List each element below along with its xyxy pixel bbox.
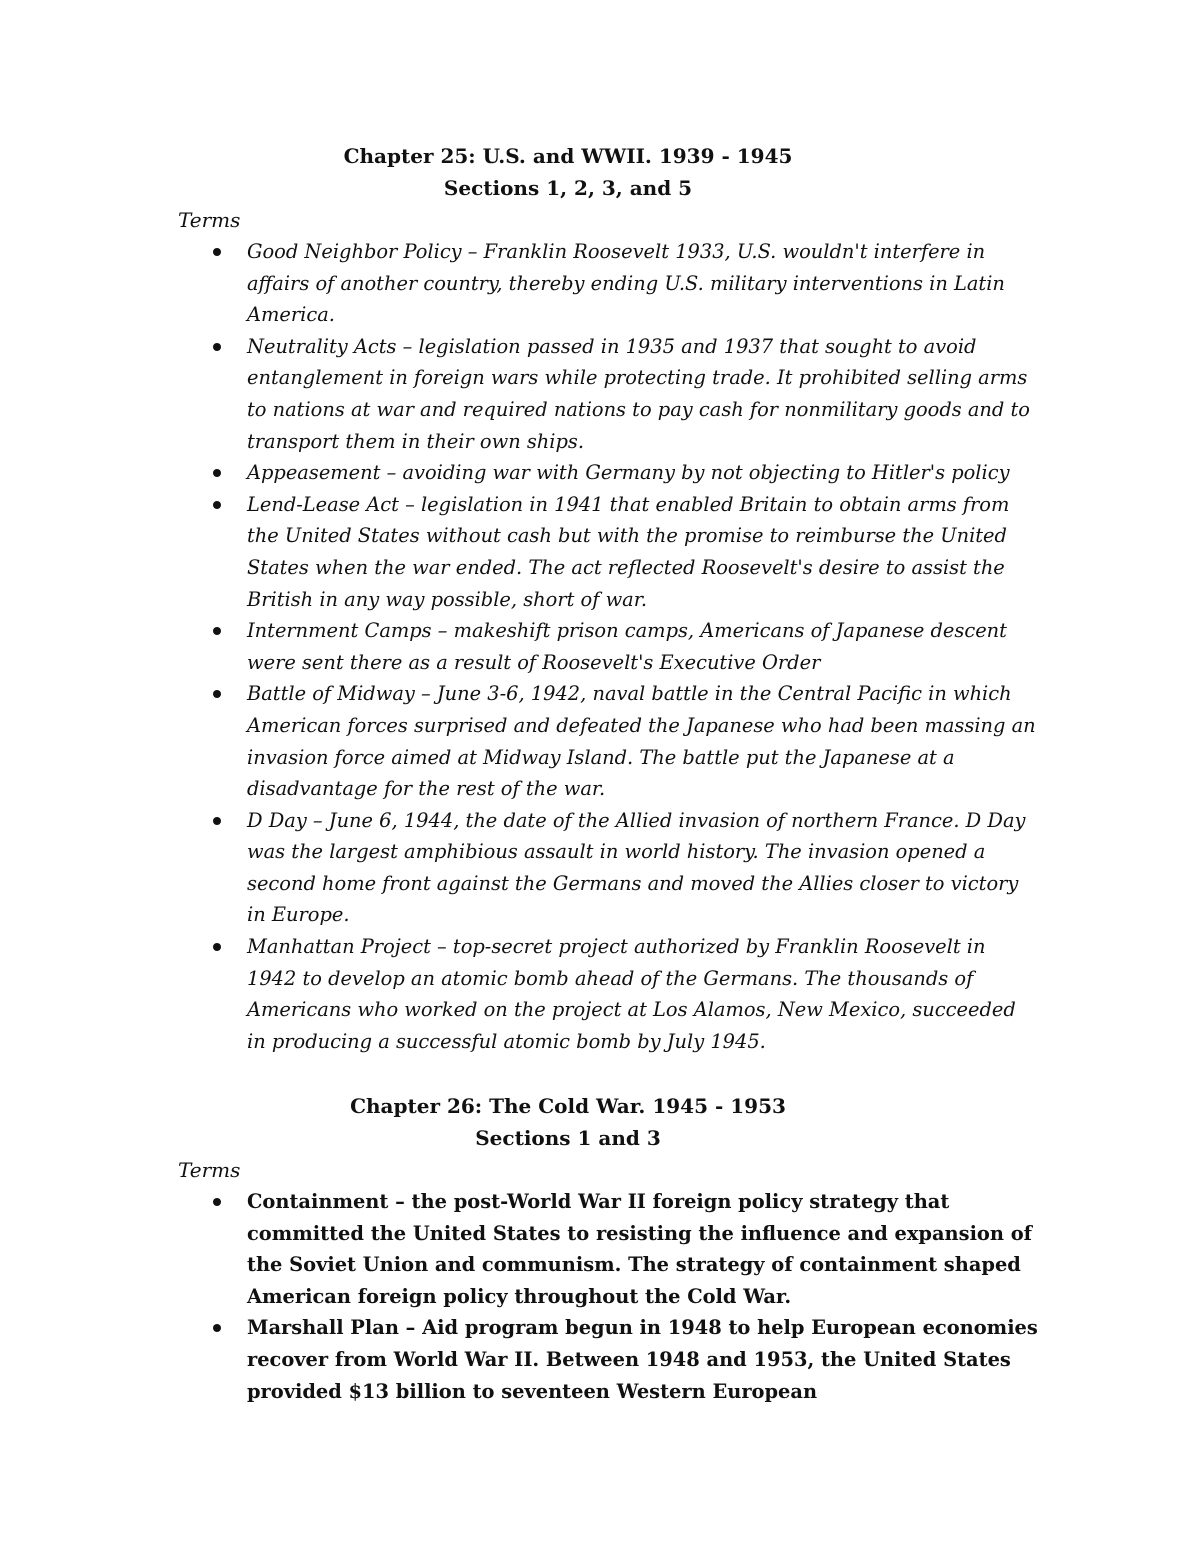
term-text: D Day – June 6, 1944, the date of the Allied invasion of northern France. D Day was the largest amphibious assault in world history. The invasion opened a second home front against the Germans and moved the Allies closer to victory in Europe. [247, 808, 1026, 927]
terms-label: Terms [178, 1158, 241, 1182]
chapter-title: Chapter 26: The Cold War. 1945 - 1953 [350, 1094, 786, 1118]
list-item [178, 805, 1038, 931]
term-text: Internment Camps – makeshift prison camps, Americans of Japanese descent were sent there as a result of Roosevelt's Executive Order [247, 619, 1007, 674]
term-text: Manhattan Project – top-secret project authorized by Franklin Roosevelt in 1942 to develop an atomic bomb ahead of the Germans. The thousands of Americans who worked on the project at Los Alamos, New Mexico, succeeded in producing a successful atomic bomb by July 1945. [247, 935, 1016, 1053]
term-text: Neutrality Acts – legislation passed in 1935 and 1937 that sought to avoid entanglement in foreign wars while protecting trade. It prohibited selling arms to nations at war and required nations to pay cash for nonmilitary goods and to transport them in their own ships. [247, 334, 1030, 453]
terms-label: Terms [178, 208, 241, 232]
chapter-title: Chapter 25: U.S. and WWII. 1939 - 1945 [343, 144, 793, 168]
bullet-icon [213, 943, 221, 951]
list-item [178, 489, 1038, 615]
term-text: Containment – the post-World War II foreign policy strategy that committed the United States to resisting the influence and expansion of the Soviet Union and communism. The strategy of containment shaped American foreign policy throughout the Cold War. [247, 1190, 1032, 1308]
term-list [178, 1186, 1038, 1407]
chapter-26-section [178, 1090, 1038, 1407]
term-text: Battle of Midway – June 3-6, 1942, naval battle in the Central Pacific in which American forces surprised and defeated the Japanese who had been massing an invasion force aimed at Midway Island. The battle put the Japanese at a disadvantage for the rest of the war. [247, 682, 1036, 801]
chapter-25-section [178, 140, 1038, 1057]
term-list [178, 236, 1038, 1057]
bullet-icon [213, 469, 221, 477]
term-text: Good Neighbor Policy – Franklin Roosevelt 1933, U.S. wouldn't interfere in affairs of another country, thereby ending U.S. military interventions in Latin America. [247, 240, 1005, 327]
list-item [178, 1312, 1038, 1407]
bullet-icon [213, 627, 221, 635]
list-item [178, 1186, 1038, 1312]
term-text: Appeasement – avoiding war with Germany by not objecting to Hitler's policy [247, 461, 1010, 485]
chapter-subtitle: Sections 1, 2, 3, and 5 [443, 176, 693, 200]
list-item [178, 331, 1038, 457]
list-item [178, 236, 1038, 331]
term-text: Marshall Plan – Aid program begun in 1948 to help European economies recover from World War II. Between 1948 and 1953, the United States provided $13 billion to seventeen Western European [247, 1316, 1038, 1403]
bullet-icon [213, 1324, 221, 1332]
bullet-icon [213, 343, 221, 351]
bullet-icon [213, 248, 221, 256]
list-item [178, 931, 1038, 1057]
bullet-icon [213, 817, 221, 825]
bullet-icon [213, 501, 221, 509]
term-text: Lend-Lease Act – legislation in 1941 that enabled Britain to obtain arms from the United States without cash but with the promise to reimburse the United States when the war ended. The act reflected Roosevelt's desire to assist the British in any way possible, short of war. [247, 492, 1010, 611]
bullet-icon [213, 1198, 221, 1206]
list-item [178, 615, 1038, 678]
chapter-subtitle: Sections 1 and 3 [475, 1126, 661, 1150]
list-item [178, 678, 1038, 804]
list-item [178, 457, 1038, 489]
bullet-icon [213, 690, 221, 698]
